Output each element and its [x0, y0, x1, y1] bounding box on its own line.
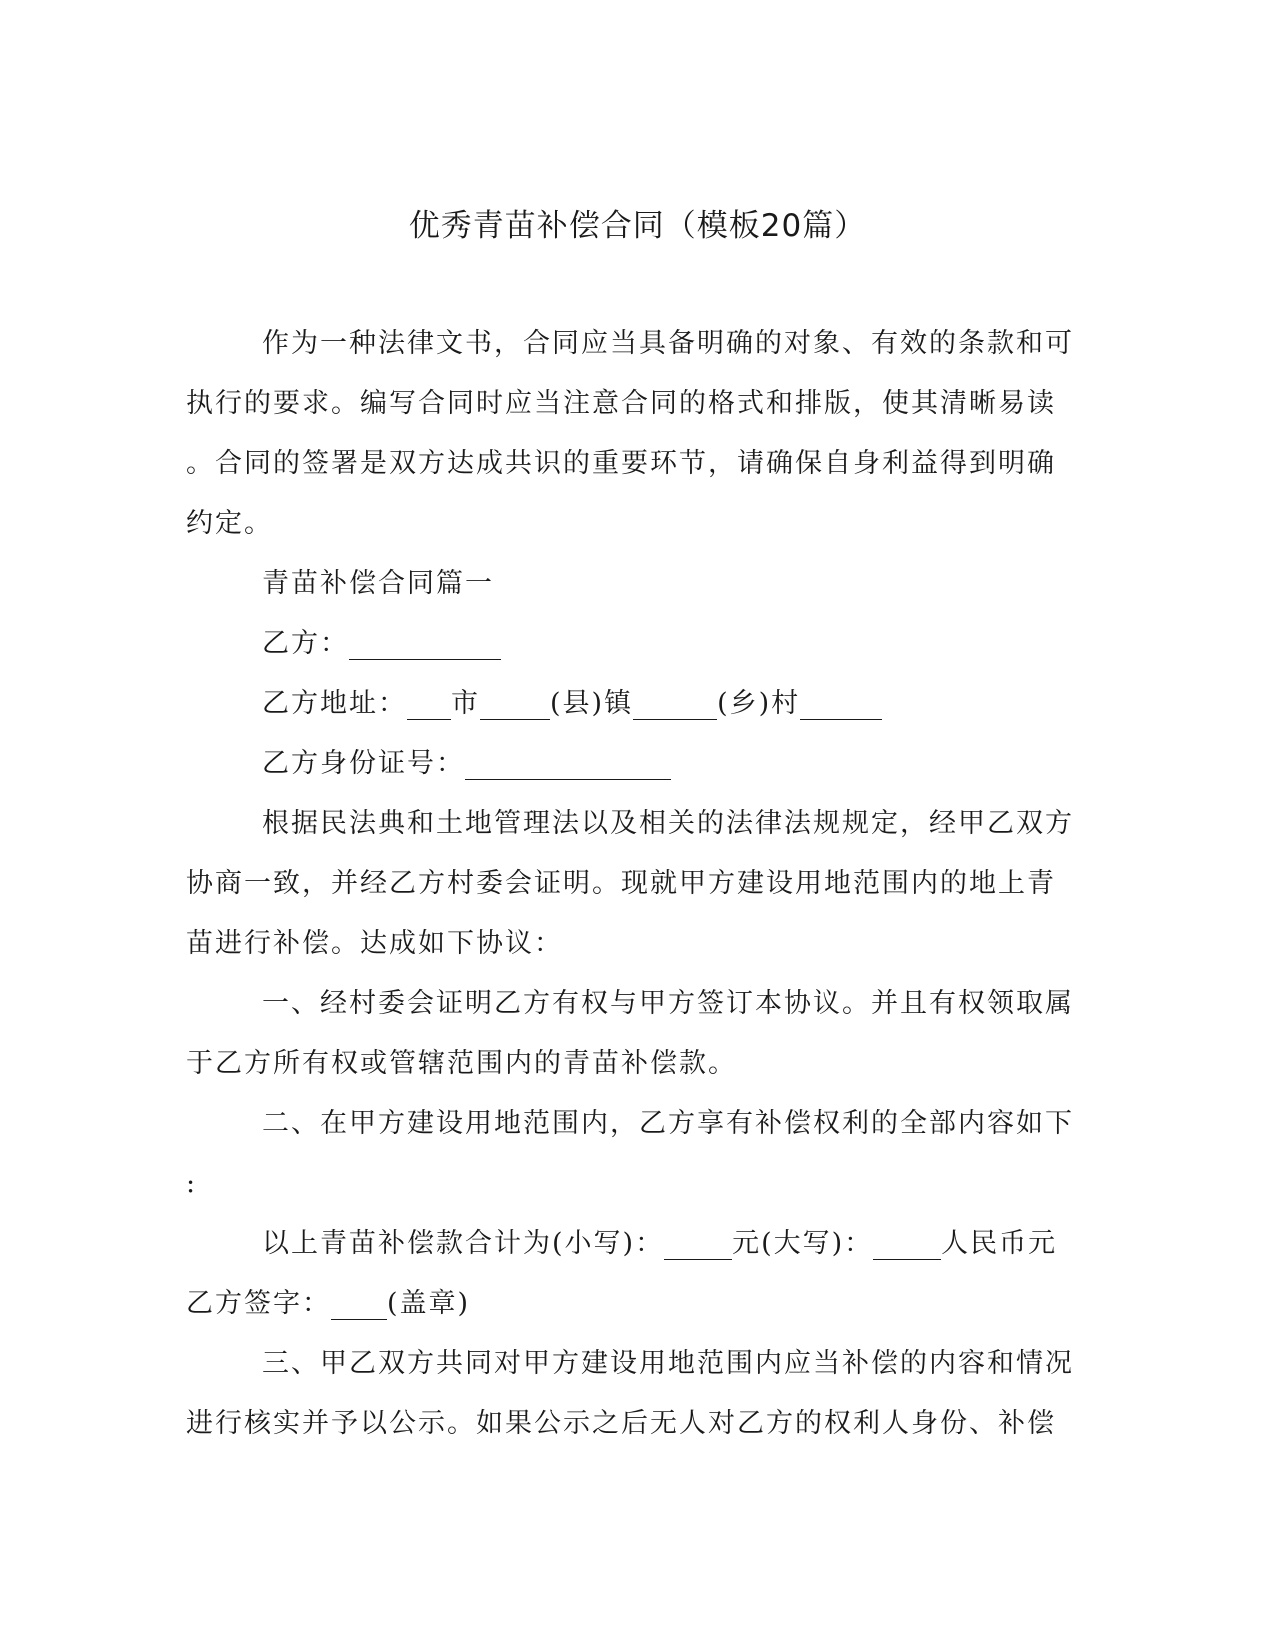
- city-label: 市: [451, 688, 480, 719]
- signature-label: 乙方签字：: [186, 1288, 331, 1319]
- total-suffix: 人民币元: [941, 1228, 1058, 1259]
- party-b-blank: [349, 625, 501, 660]
- village-blank: [800, 685, 882, 720]
- party-b-line: [186, 614, 1066, 674]
- clause-3-line: 进行核实并予以公示。如果公示之后无人对乙方的权利人身份、补偿: [186, 1408, 1056, 1439]
- intro-line: 约定。: [186, 508, 273, 539]
- clause-2-line: :: [186, 1168, 198, 1199]
- basis-line: 协商一致，并经乙方村委会证明。现就甲方建设用地范围内的地上青: [186, 868, 1056, 899]
- section-heading: 青苗补偿合同篇一: [262, 568, 494, 599]
- clause-1-line: 一、经村委会证明乙方有权与甲方签订本协议。并且有权领取属: [262, 988, 1074, 1019]
- total-prefix: 以上青苗补偿款合计为(小写)：: [262, 1228, 665, 1259]
- clause-2-line: 二、在甲方建设用地范围内，乙方享有补偿权利的全部内容如下: [262, 1108, 1074, 1139]
- signature-line: [186, 1274, 1066, 1334]
- id-blank: [465, 745, 671, 780]
- county-blank: [480, 685, 550, 720]
- city-blank: [407, 685, 451, 720]
- party-b-label: 乙方：: [262, 628, 349, 659]
- total-upper-blank: [873, 1225, 941, 1260]
- clause-1-line: 于乙方所有权或管辖范围内的青苗补偿款。: [186, 1048, 737, 1079]
- address-label: 乙方地址：: [262, 688, 407, 719]
- county-label: (县)镇: [550, 688, 634, 719]
- intro-line: 。合同的签署是双方达成共识的重要环节，请确保自身利益得到明确: [186, 448, 1056, 479]
- basis-line: 苗进行补偿。达成如下协议：: [186, 928, 563, 959]
- address-line: [186, 674, 1066, 734]
- clause-3-line: 三、甲乙双方共同对甲方建设用地范围内应当补偿的内容和情况: [262, 1348, 1074, 1379]
- id-line: [186, 734, 1066, 794]
- seal-label: (盖章): [387, 1288, 471, 1319]
- intro-line: 作为一种法律文书，合同应当具备明确的对象、有效的条款和可: [262, 328, 1074, 359]
- total-line: [186, 1214, 1066, 1274]
- basis-line: 根据民法典和土地管理法以及相关的法律法规规定，经甲乙双方: [262, 808, 1074, 839]
- total-mid: 元(大写)：: [732, 1228, 874, 1259]
- intro-line: 执行的要求。编写合同时应当注意合同的格式和排版，使其清晰易读: [186, 388, 1056, 419]
- village-label: (乡)村: [717, 688, 801, 719]
- document-title: 优秀青苗补偿合同（模板20篇）: [408, 208, 867, 244]
- total-lower-blank: [664, 1225, 732, 1260]
- town-blank: [633, 685, 717, 720]
- id-label: 乙方身份证号：: [262, 748, 465, 779]
- signature-blank: [331, 1285, 387, 1320]
- document-body: [186, 314, 1074, 1454]
